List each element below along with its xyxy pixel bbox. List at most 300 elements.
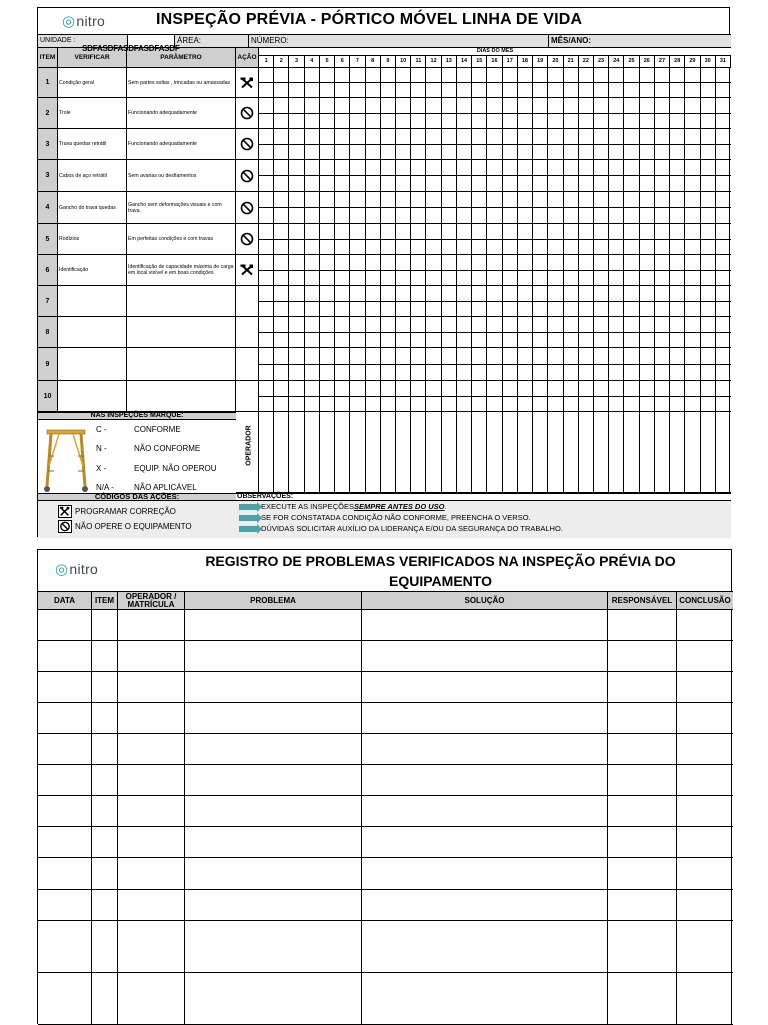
day-cell[interactable]	[685, 333, 700, 348]
day-cell[interactable]	[396, 255, 411, 271]
log-cell-operador[interactable]	[118, 641, 185, 672]
day-cell[interactable]	[655, 397, 670, 412]
log-cell-conclusao[interactable]	[677, 734, 733, 765]
day-cell[interactable]	[381, 224, 396, 240]
row-parametro[interactable]	[127, 348, 236, 381]
day-cell[interactable]	[579, 397, 594, 412]
day-cell[interactable]	[335, 286, 350, 302]
log-cell-data[interactable]	[38, 973, 92, 1025]
log-cell-operador[interactable]	[118, 796, 185, 827]
day-cell[interactable]	[487, 224, 502, 240]
day-cell[interactable]	[487, 192, 502, 208]
day-cell[interactable]	[518, 397, 533, 412]
log-cell-problema[interactable]	[185, 921, 362, 973]
day-cell[interactable]	[624, 176, 639, 192]
log-cell-problema[interactable]	[185, 641, 362, 672]
day-cell[interactable]	[289, 68, 304, 83]
day-cell[interactable]	[426, 348, 441, 365]
day-cell[interactable]	[350, 381, 365, 397]
day-cell[interactable]	[305, 365, 320, 381]
day-cell[interactable]	[381, 68, 396, 83]
day-cell[interactable]	[503, 271, 518, 286]
log-cell-conclusao[interactable]	[677, 703, 733, 734]
log-cell-operador[interactable]	[118, 672, 185, 703]
day-cell[interactable]	[609, 333, 624, 348]
day-cell[interactable]	[685, 160, 700, 176]
log-cell-item[interactable]	[92, 610, 118, 641]
day-cell[interactable]	[426, 302, 441, 317]
day-cell[interactable]	[259, 192, 274, 208]
day-cell[interactable]	[640, 317, 655, 333]
day-cell[interactable]	[457, 160, 472, 176]
row-acao[interactable]	[236, 129, 259, 160]
day-cell[interactable]	[716, 208, 731, 224]
log-cell-item[interactable]	[92, 734, 118, 765]
day-cell[interactable]	[624, 302, 639, 317]
day-cell[interactable]	[685, 83, 700, 98]
day-cell[interactable]	[716, 160, 731, 176]
day-cell[interactable]	[685, 397, 700, 412]
day-cell[interactable]	[305, 317, 320, 333]
day-cell[interactable]	[640, 333, 655, 348]
day-cell[interactable]	[396, 333, 411, 348]
day-cell[interactable]	[259, 98, 274, 114]
day-cell[interactable]	[366, 348, 381, 365]
log-cell-data[interactable]	[38, 890, 92, 921]
operador-day-cell[interactable]	[594, 412, 609, 493]
day-cell[interactable]	[518, 114, 533, 129]
day-cell[interactable]	[335, 68, 350, 83]
day-cell[interactable]	[305, 397, 320, 412]
day-cell[interactable]	[701, 255, 716, 271]
day-cell[interactable]	[274, 271, 289, 286]
day-cell[interactable]	[457, 365, 472, 381]
day-cell[interactable]	[564, 348, 579, 365]
day-cell[interactable]	[457, 381, 472, 397]
day-cell[interactable]	[594, 224, 609, 240]
day-cell[interactable]	[624, 255, 639, 271]
mes-ano-field[interactable]: MÊS/ANO:	[549, 35, 731, 48]
day-cell[interactable]	[350, 83, 365, 98]
log-cell-item[interactable]	[92, 672, 118, 703]
day-cell[interactable]	[579, 83, 594, 98]
log-cell-solucao[interactable]	[362, 973, 608, 1025]
day-cell[interactable]	[411, 302, 426, 317]
day-cell[interactable]	[503, 208, 518, 224]
day-cell[interactable]	[274, 255, 289, 271]
day-cell[interactable]	[624, 348, 639, 365]
day-cell[interactable]	[548, 98, 563, 114]
day-cell[interactable]	[624, 145, 639, 160]
day-cell[interactable]	[289, 348, 304, 365]
operador-day-cell[interactable]	[487, 412, 502, 493]
day-cell[interactable]	[442, 333, 457, 348]
day-cell[interactable]	[716, 192, 731, 208]
day-cell[interactable]	[350, 286, 365, 302]
day-cell[interactable]	[624, 317, 639, 333]
day-cell[interactable]	[579, 176, 594, 192]
day-cell[interactable]	[655, 240, 670, 255]
day-cell[interactable]	[624, 240, 639, 255]
day-cell[interactable]	[579, 98, 594, 114]
day-cell[interactable]	[366, 302, 381, 317]
log-cell-problema[interactable]	[185, 796, 362, 827]
day-cell[interactable]	[320, 192, 335, 208]
day-cell[interactable]	[548, 271, 563, 286]
day-cell[interactable]	[457, 317, 472, 333]
day-cell[interactable]	[381, 348, 396, 365]
day-cell[interactable]	[579, 317, 594, 333]
day-cell[interactable]	[366, 271, 381, 286]
day-cell[interactable]	[411, 114, 426, 129]
day-cell[interactable]	[685, 317, 700, 333]
day-cell[interactable]	[701, 129, 716, 145]
day-cell[interactable]	[670, 255, 685, 271]
day-cell[interactable]	[579, 68, 594, 83]
day-cell[interactable]	[411, 381, 426, 397]
day-cell[interactable]	[701, 240, 716, 255]
day-cell[interactable]	[685, 145, 700, 160]
day-cell[interactable]	[289, 317, 304, 333]
operador-day-cell[interactable]	[259, 412, 274, 493]
day-cell[interactable]	[670, 224, 685, 240]
day-cell[interactable]	[670, 317, 685, 333]
log-cell-responsavel[interactable]	[608, 921, 677, 973]
day-cell[interactable]	[274, 333, 289, 348]
day-cell[interactable]	[366, 145, 381, 160]
day-cell[interactable]	[503, 192, 518, 208]
day-cell[interactable]	[640, 98, 655, 114]
log-cell-data[interactable]	[38, 765, 92, 796]
day-cell[interactable]	[305, 348, 320, 365]
day-cell[interactable]	[487, 397, 502, 412]
day-cell[interactable]	[259, 160, 274, 176]
day-cell[interactable]	[670, 271, 685, 286]
day-cell[interactable]	[670, 286, 685, 302]
row-verificar[interactable]	[58, 286, 127, 317]
day-cell[interactable]	[564, 224, 579, 240]
day-cell[interactable]	[259, 145, 274, 160]
operador-day-cell[interactable]	[624, 412, 639, 493]
day-cell[interactable]	[548, 68, 563, 83]
day-cell[interactable]	[609, 129, 624, 145]
day-cell[interactable]	[655, 302, 670, 317]
operador-day-cell[interactable]	[305, 412, 320, 493]
day-cell[interactable]	[320, 286, 335, 302]
day-cell[interactable]	[624, 333, 639, 348]
day-cell[interactable]	[350, 271, 365, 286]
day-cell[interactable]	[609, 224, 624, 240]
day-cell[interactable]	[457, 176, 472, 192]
day-cell[interactable]	[548, 286, 563, 302]
day-cell[interactable]	[701, 145, 716, 160]
operador-day-cell[interactable]	[548, 412, 563, 493]
day-cell[interactable]	[518, 240, 533, 255]
day-cell[interactable]	[518, 317, 533, 333]
row-parametro[interactable]: Em perfeitas condições e com travas	[127, 224, 236, 255]
day-cell[interactable]	[533, 224, 548, 240]
log-cell-item[interactable]	[92, 827, 118, 858]
area-field[interactable]: ÁREA:	[175, 35, 249, 48]
log-cell-item[interactable]	[92, 973, 118, 1025]
day-cell[interactable]	[609, 208, 624, 224]
day-cell[interactable]	[442, 68, 457, 83]
day-cell[interactable]	[655, 68, 670, 83]
day-cell[interactable]	[472, 68, 487, 83]
day-cell[interactable]	[381, 176, 396, 192]
day-cell[interactable]	[366, 224, 381, 240]
log-cell-operador[interactable]	[118, 827, 185, 858]
day-cell[interactable]	[640, 208, 655, 224]
day-cell[interactable]	[533, 98, 548, 114]
day-cell[interactable]	[533, 397, 548, 412]
day-cell[interactable]	[289, 224, 304, 240]
day-cell[interactable]	[594, 192, 609, 208]
day-cell[interactable]	[366, 255, 381, 271]
day-cell[interactable]	[366, 68, 381, 83]
log-cell-operador[interactable]	[118, 921, 185, 973]
day-cell[interactable]	[396, 114, 411, 129]
day-cell[interactable]	[305, 381, 320, 397]
day-cell[interactable]	[426, 145, 441, 160]
day-cell[interactable]	[442, 208, 457, 224]
day-cell[interactable]	[624, 98, 639, 114]
day-cell[interactable]	[289, 114, 304, 129]
day-cell[interactable]	[335, 397, 350, 412]
day-cell[interactable]	[320, 348, 335, 365]
day-cell[interactable]	[366, 160, 381, 176]
day-cell[interactable]	[548, 302, 563, 317]
day-cell[interactable]	[472, 114, 487, 129]
operador-day-cell[interactable]	[396, 412, 411, 493]
row-verificar[interactable]: Gancho do trava quedas	[58, 192, 127, 224]
row-verificar[interactable]: Cabos de aço retrátil	[58, 160, 127, 192]
day-cell[interactable]	[411, 255, 426, 271]
day-cell[interactable]	[366, 192, 381, 208]
day-cell[interactable]	[564, 381, 579, 397]
day-cell[interactable]	[442, 302, 457, 317]
day-cell[interactable]	[655, 255, 670, 271]
operador-day-cell[interactable]	[350, 412, 365, 493]
day-cell[interactable]	[624, 68, 639, 83]
day-cell[interactable]	[503, 348, 518, 365]
day-cell[interactable]	[366, 317, 381, 333]
day-cell[interactable]	[655, 317, 670, 333]
day-cell[interactable]	[274, 208, 289, 224]
day-cell[interactable]	[426, 365, 441, 381]
day-cell[interactable]	[366, 129, 381, 145]
log-cell-data[interactable]	[38, 672, 92, 703]
day-cell[interactable]	[716, 381, 731, 397]
day-cell[interactable]	[518, 208, 533, 224]
day-cell[interactable]	[564, 317, 579, 333]
day-cell[interactable]	[533, 208, 548, 224]
day-cell[interactable]	[472, 333, 487, 348]
day-cell[interactable]	[564, 365, 579, 381]
day-cell[interactable]	[609, 176, 624, 192]
day-cell[interactable]	[274, 114, 289, 129]
day-cell[interactable]	[305, 68, 320, 83]
day-cell[interactable]	[335, 176, 350, 192]
day-cell[interactable]	[487, 348, 502, 365]
operador-day-cell[interactable]	[320, 412, 335, 493]
day-cell[interactable]	[503, 114, 518, 129]
log-cell-responsavel[interactable]	[608, 973, 677, 1025]
day-cell[interactable]	[472, 98, 487, 114]
day-cell[interactable]	[564, 68, 579, 83]
day-cell[interactable]	[274, 381, 289, 397]
day-cell[interactable]	[426, 255, 441, 271]
operador-day-cell[interactable]	[503, 412, 518, 493]
day-cell[interactable]	[411, 317, 426, 333]
day-cell[interactable]	[289, 397, 304, 412]
log-cell-operador[interactable]	[118, 765, 185, 796]
day-cell[interactable]	[457, 129, 472, 145]
day-cell[interactable]	[701, 271, 716, 286]
day-cell[interactable]	[442, 271, 457, 286]
day-cell[interactable]	[259, 381, 274, 397]
day-cell[interactable]	[564, 240, 579, 255]
log-cell-item[interactable]	[92, 858, 118, 890]
row-parametro[interactable]: Gancho sem deformações visuais e com trava.	[127, 192, 236, 224]
day-cell[interactable]	[518, 302, 533, 317]
day-cell[interactable]	[411, 192, 426, 208]
day-cell[interactable]	[396, 98, 411, 114]
day-cell[interactable]	[274, 98, 289, 114]
day-cell[interactable]	[442, 129, 457, 145]
day-cell[interactable]	[716, 176, 731, 192]
day-cell[interactable]	[305, 286, 320, 302]
day-cell[interactable]	[487, 333, 502, 348]
day-cell[interactable]	[381, 302, 396, 317]
day-cell[interactable]	[640, 114, 655, 129]
day-cell[interactable]	[259, 240, 274, 255]
day-cell[interactable]	[381, 192, 396, 208]
day-cell[interactable]	[472, 240, 487, 255]
day-cell[interactable]	[564, 176, 579, 192]
row-acao[interactable]	[236, 348, 259, 381]
log-cell-problema[interactable]	[185, 672, 362, 703]
day-cell[interactable]	[305, 271, 320, 286]
day-cell[interactable]	[289, 83, 304, 98]
row-verificar[interactable]: Rodízios	[58, 224, 127, 255]
day-cell[interactable]	[655, 176, 670, 192]
day-cell[interactable]	[472, 208, 487, 224]
operador-day-cell[interactable]	[274, 412, 289, 493]
day-cell[interactable]	[685, 129, 700, 145]
day-cell[interactable]	[381, 317, 396, 333]
day-cell[interactable]	[503, 160, 518, 176]
day-cell[interactable]	[640, 83, 655, 98]
day-cell[interactable]	[655, 365, 670, 381]
log-cell-conclusao[interactable]	[677, 890, 733, 921]
day-cell[interactable]	[366, 381, 381, 397]
log-cell-solucao[interactable]	[362, 641, 608, 672]
day-cell[interactable]	[442, 160, 457, 176]
day-cell[interactable]	[579, 160, 594, 176]
row-parametro[interactable]	[127, 381, 236, 412]
day-cell[interactable]	[533, 333, 548, 348]
day-cell[interactable]	[426, 224, 441, 240]
day-cell[interactable]	[274, 160, 289, 176]
day-cell[interactable]	[305, 114, 320, 129]
day-cell[interactable]	[579, 302, 594, 317]
day-cell[interactable]	[259, 224, 274, 240]
day-cell[interactable]	[411, 333, 426, 348]
day-cell[interactable]	[366, 176, 381, 192]
day-cell[interactable]	[305, 160, 320, 176]
day-cell[interactable]	[624, 286, 639, 302]
day-cell[interactable]	[655, 192, 670, 208]
day-cell[interactable]	[564, 333, 579, 348]
row-acao[interactable]	[236, 255, 259, 286]
day-cell[interactable]	[518, 286, 533, 302]
operador-day-cell[interactable]	[381, 412, 396, 493]
day-cell[interactable]	[670, 192, 685, 208]
day-cell[interactable]	[320, 240, 335, 255]
day-cell[interactable]	[579, 208, 594, 224]
day-cell[interactable]	[670, 129, 685, 145]
day-cell[interactable]	[350, 255, 365, 271]
day-cell[interactable]	[487, 160, 502, 176]
day-cell[interactable]	[320, 160, 335, 176]
day-cell[interactable]	[426, 240, 441, 255]
day-cell[interactable]	[289, 208, 304, 224]
day-cell[interactable]	[548, 255, 563, 271]
day-cell[interactable]	[396, 192, 411, 208]
day-cell[interactable]	[655, 348, 670, 365]
day-cell[interactable]	[442, 224, 457, 240]
day-cell[interactable]	[640, 160, 655, 176]
row-acao[interactable]	[236, 160, 259, 192]
day-cell[interactable]	[548, 348, 563, 365]
row-verificar[interactable]: Identificação	[58, 255, 127, 286]
day-cell[interactable]	[487, 114, 502, 129]
day-cell[interactable]	[305, 224, 320, 240]
day-cell[interactable]	[457, 224, 472, 240]
day-cell[interactable]	[716, 348, 731, 365]
day-cell[interactable]	[579, 333, 594, 348]
day-cell[interactable]	[579, 348, 594, 365]
day-cell[interactable]	[564, 208, 579, 224]
day-cell[interactable]	[487, 365, 502, 381]
day-cell[interactable]	[685, 224, 700, 240]
day-cell[interactable]	[350, 176, 365, 192]
day-cell[interactable]	[533, 68, 548, 83]
day-cell[interactable]	[685, 365, 700, 381]
day-cell[interactable]	[426, 160, 441, 176]
day-cell[interactable]	[548, 317, 563, 333]
day-cell[interactable]	[457, 271, 472, 286]
log-cell-responsavel[interactable]	[608, 765, 677, 796]
log-cell-problema[interactable]	[185, 765, 362, 796]
operador-day-cell[interactable]	[655, 412, 670, 493]
day-cell[interactable]	[579, 192, 594, 208]
day-cell[interactable]	[411, 68, 426, 83]
day-cell[interactable]	[259, 114, 274, 129]
day-cell[interactable]	[259, 348, 274, 365]
day-cell[interactable]	[655, 271, 670, 286]
day-cell[interactable]	[533, 381, 548, 397]
day-cell[interactable]	[472, 302, 487, 317]
day-cell[interactable]	[411, 83, 426, 98]
day-cell[interactable]	[640, 176, 655, 192]
day-cell[interactable]	[503, 317, 518, 333]
day-cell[interactable]	[259, 129, 274, 145]
day-cell[interactable]	[503, 145, 518, 160]
day-cell[interactable]	[640, 397, 655, 412]
day-cell[interactable]	[594, 240, 609, 255]
